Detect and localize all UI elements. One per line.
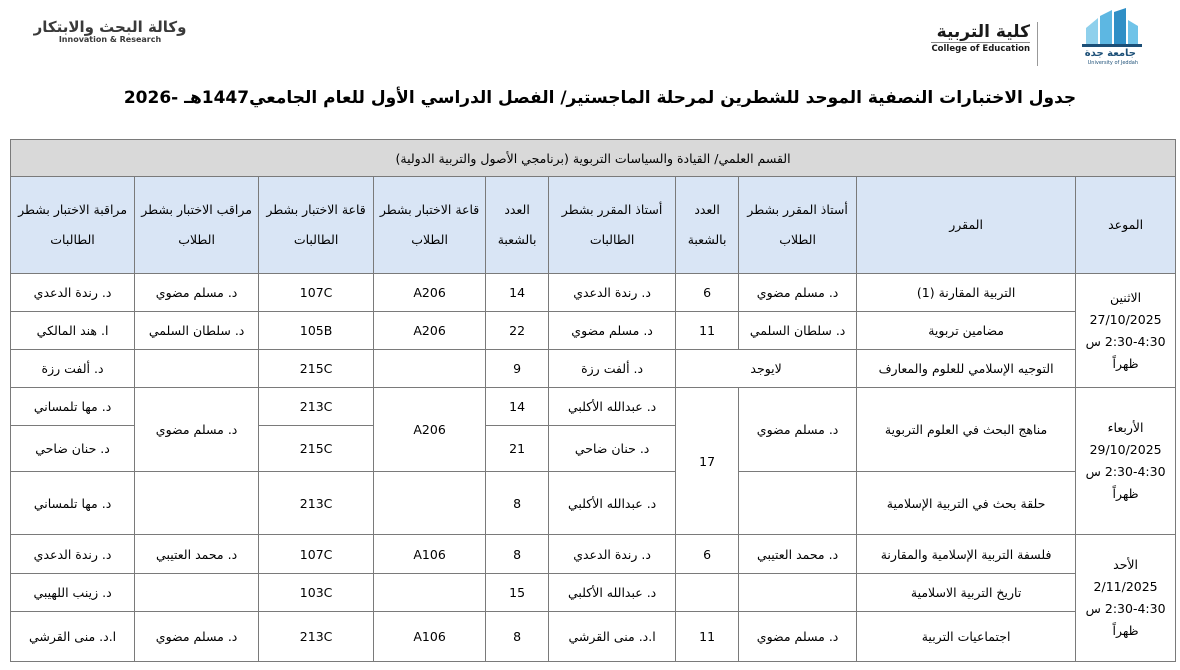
date-cell: [1076, 388, 1176, 535]
course-cell: مناهج البحث في العلوم التربوية: [857, 388, 1076, 472]
count-male-cell: 6: [676, 535, 739, 574]
count-female-cell: 8: [486, 472, 549, 535]
course-cell: اجتماعيات التربية: [857, 612, 1076, 662]
table-row: [11, 574, 1176, 612]
instructor-male-cell: د. محمد العتيبي: [739, 535, 857, 574]
day-period: ظهراً: [1112, 355, 1139, 371]
room-female-cell: 105B: [259, 312, 374, 350]
proctor-male-cell: د. محمد العتيبي: [135, 535, 259, 574]
university-emblem: [1046, 8, 1158, 66]
faculty-logo: [931, 22, 1030, 54]
room-male-cell: [374, 472, 486, 535]
instructor-male-cell: د. سلطان السلمي: [739, 312, 857, 350]
instructor-male-cell: د. مسلم مضوي: [739, 612, 857, 662]
proctor-female-cell: ا.د. منى القرشي: [11, 612, 135, 662]
day-time: 2:30-4:30 س: [1085, 464, 1166, 479]
room-female-cell: 213C: [259, 472, 374, 535]
instructor-male-cell: [739, 472, 857, 535]
room-female-cell: 215C: [259, 426, 374, 472]
count-female-cell: 22: [486, 312, 549, 350]
course-cell: تاريخ التربية الاسلامية: [857, 574, 1076, 612]
department-row: [11, 140, 1176, 177]
innovation-logo-ar: وكالة البحث والابتكار: [33, 18, 187, 36]
table-row: [11, 350, 1176, 388]
instructor-female-cell: د. عبدالله الأكلبي: [549, 574, 676, 612]
instructor-male-cell: لايوجد: [676, 350, 857, 388]
instructor-female-cell: د. رندة الدعدي: [549, 274, 676, 312]
day-name: الأربعاء: [1107, 420, 1144, 435]
innovation-logo-en: Innovation & Research: [58, 35, 162, 44]
course-cell: حلقة بحث في التربية الإسلامية: [857, 472, 1076, 535]
university-emblem-icon: [1046, 8, 1158, 48]
instructor-female-cell: د. مسلم مضوي: [549, 312, 676, 350]
innovation-research-logo: [30, 18, 190, 44]
department-name: القسم العلمي/ القيادة والسياسات التربوية (برنامجي الأصول والتربية الدولية): [11, 140, 1176, 177]
day-period: ظهراً: [1112, 623, 1139, 638]
room-male-cell: A106: [374, 612, 486, 662]
count-male-cell: [676, 574, 739, 612]
proctor-male-cell: د. مسلم مضوي: [135, 388, 259, 472]
count-male-cell: 6: [676, 274, 739, 312]
room-female-cell: 103C: [259, 574, 374, 612]
proctor-female-cell: د. رندة الدعدي: [11, 274, 135, 312]
room-female-cell: 213C: [259, 612, 374, 662]
count-female-cell: 14: [486, 388, 549, 426]
table-row: [11, 274, 1176, 312]
proctor-female-cell: د. حنان ضاحي: [11, 426, 135, 472]
proctor-male-cell: [135, 472, 259, 535]
table-row: [11, 535, 1176, 574]
table-header-row: [11, 177, 1176, 274]
room-female-cell: 215C: [259, 350, 374, 388]
table-row: [11, 388, 1176, 426]
instructor-male-cell: د. مسلم مضوي: [739, 274, 857, 312]
day-time: 2:30-4:30 س: [1085, 601, 1166, 616]
room-male-cell: A206: [374, 274, 486, 312]
count-female-cell: 8: [486, 535, 549, 574]
count-male-cell: 11: [676, 312, 739, 350]
course-cell: مضامين تربوية: [857, 312, 1076, 350]
count-female-cell: 8: [486, 612, 549, 662]
count-male-cell: 17: [676, 388, 739, 535]
count-female-cell: 21: [486, 426, 549, 472]
room-female-cell: 107C: [259, 535, 374, 574]
day-date: 2/11/2025: [1093, 579, 1158, 594]
room-female-cell: 213C: [259, 388, 374, 426]
col-header-room-female: قاعة الاختبار بشطر الطالبات: [259, 177, 374, 274]
proctor-male-cell: د. سلطان السلمي: [135, 312, 259, 350]
instructor-female-cell: ا.د. منى القرشي: [549, 612, 676, 662]
instructor-male-cell: د. مسلم مضوي: [739, 388, 857, 472]
col-header-instructor-male: أستاذ المقرر بشطر الطلاب: [739, 177, 857, 274]
day-time: 2:30-4:30 س: [1085, 333, 1166, 349]
day-name: الاثنين: [1110, 289, 1142, 305]
col-header-instructor-female: أستاذ المقرر بشطر الطالبات: [549, 177, 676, 274]
table-row: [11, 472, 1176, 535]
university-name-en: University of Jeddah: [1087, 60, 1138, 66]
instructor-female-cell: د. حنان ضاحي: [549, 426, 676, 472]
exam-schedule-table: [10, 139, 1176, 662]
day-period: ظهراً: [1112, 486, 1139, 501]
proctor-female-cell: د. مها تلمساني: [11, 472, 135, 535]
day-name: الأحد: [1113, 557, 1139, 572]
col-header-proctor-female: مراقبة الاختبار بشطر الطالبات: [11, 177, 135, 274]
proctor-female-cell: ا. هند المالكي: [11, 312, 135, 350]
instructor-female-cell: د. ألفت رزة: [549, 350, 676, 388]
instructor-female-cell: د. رندة الدعدي: [549, 535, 676, 574]
course-cell: فلسفة التربية الإسلامية والمقارنة: [857, 535, 1076, 574]
proctor-female-cell: د. ألفت رزة: [11, 350, 135, 388]
faculty-name-ar: كلية التربية: [936, 22, 1030, 42]
instructor-female-cell: د. عبدالله الأكلبي: [549, 388, 676, 426]
table-row: [11, 312, 1176, 350]
date-cell: [1076, 535, 1176, 662]
room-male-cell: A206: [374, 312, 486, 350]
col-header-date: الموعد: [1076, 177, 1176, 274]
room-male-cell: A206: [374, 388, 486, 472]
proctor-male-cell: [135, 574, 259, 612]
proctor-male-cell: د. مسلم مضوي: [135, 274, 259, 312]
proctor-female-cell: د. زينب اللهيبي: [11, 574, 135, 612]
proctor-female-cell: د. رندة الدعدي: [11, 535, 135, 574]
logo-divider: [1037, 22, 1038, 66]
count-female-cell: 9: [486, 350, 549, 388]
col-header-proctor-male: مراقب الاختبار بشطر الطلاب: [135, 177, 259, 274]
date-cell: [1076, 274, 1176, 388]
count-female-cell: 15: [486, 574, 549, 612]
table-row: [11, 612, 1176, 662]
proctor-male-cell: [135, 350, 259, 388]
proctor-male-cell: د. مسلم مضوي: [135, 612, 259, 662]
proctor-female-cell: د. مها تلمساني: [11, 388, 135, 426]
university-logo: [918, 8, 1158, 66]
col-header-room-male: قاعة الاختبار بشطر الطلاب: [374, 177, 486, 274]
course-cell: التوجيه الإسلامي للعلوم والمعارف: [857, 350, 1076, 388]
day-date: 27/10/2025: [1089, 311, 1162, 327]
instructor-female-cell: د. عبدالله الأكلبي: [549, 472, 676, 535]
count-male-cell: 11: [676, 612, 739, 662]
instructor-male-cell: [739, 574, 857, 612]
room-male-cell: A106: [374, 535, 486, 574]
page-title: جدول الاختبارات النصفية الموحد للشطرين لمرحلة الماجستير/ الفصل الدراسي الأول للعام الجامعي1447هـ -2026: [123, 88, 1077, 108]
course-cell: التربية المقارنة (1): [857, 274, 1076, 312]
university-name-ar: جامعة جدة: [1084, 48, 1136, 59]
col-header-course: المقرر: [857, 177, 1076, 274]
room-male-cell: [374, 350, 486, 388]
count-female-cell: 14: [486, 274, 549, 312]
faculty-name-en: College of Education: [931, 44, 1030, 54]
room-male-cell: [374, 574, 486, 612]
day-date: 29/10/2025: [1089, 442, 1162, 457]
col-header-count-female: العدد بالشعبة: [486, 177, 549, 274]
col-header-count-male: العدد بالشعبة: [676, 177, 739, 274]
room-female-cell: 107C: [259, 274, 374, 312]
